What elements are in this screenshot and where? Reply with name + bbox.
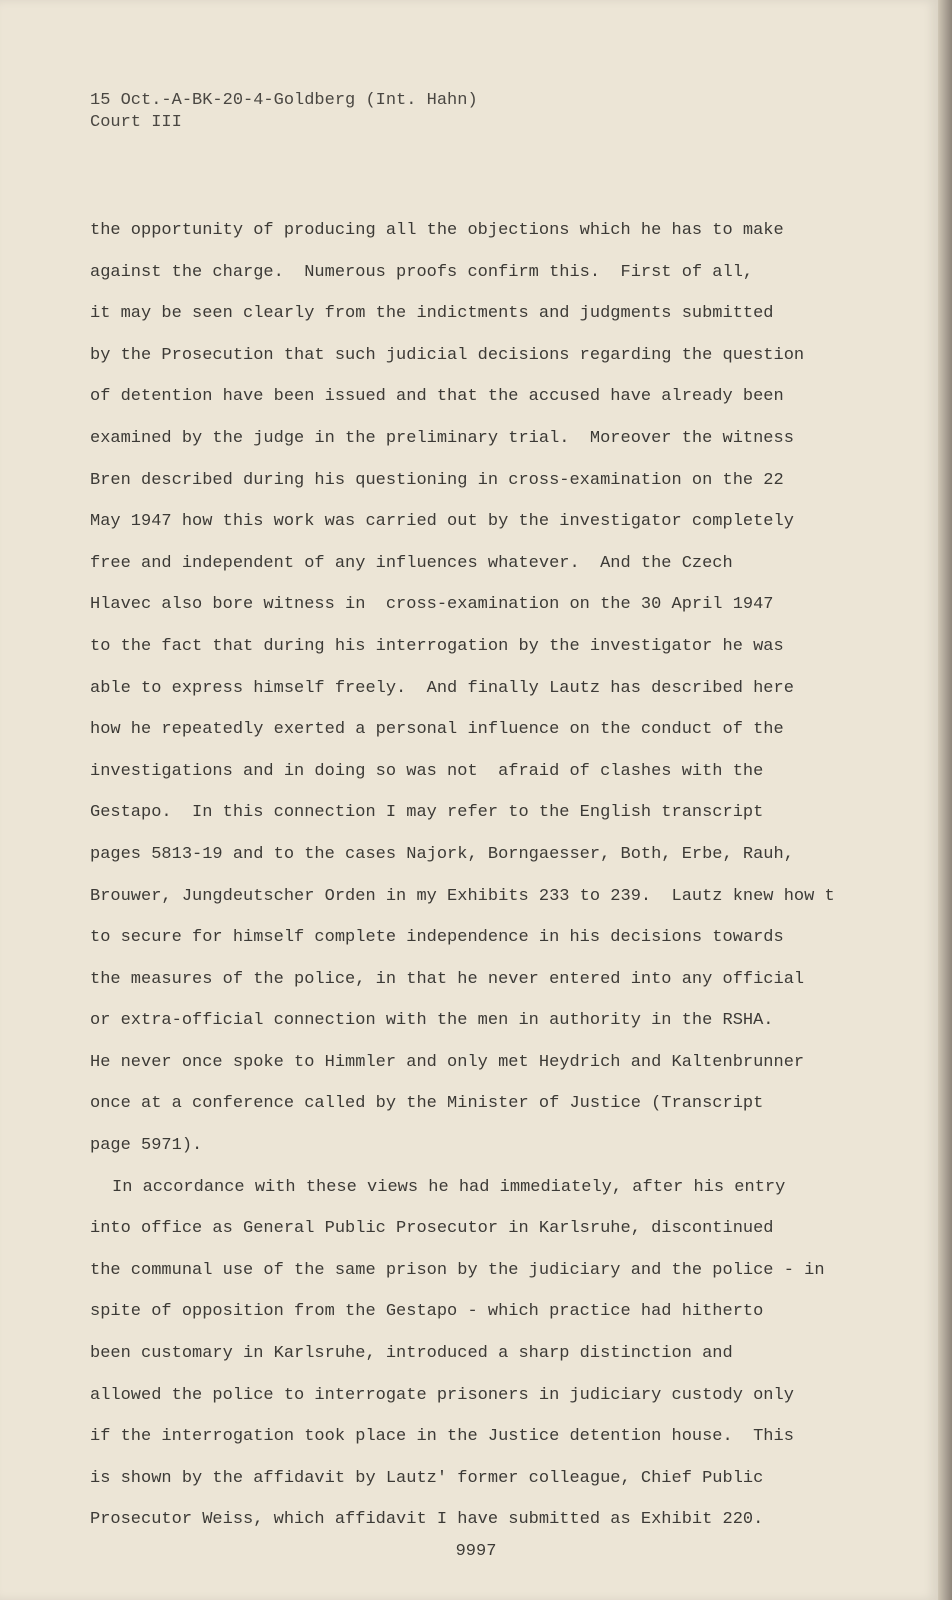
text-line: able to express himself freely. And finally Lautz has described here <box>90 678 794 698</box>
page-number: 9997 <box>455 1542 497 1561</box>
text-line: of detention have been issued and that the accused have already been <box>90 387 784 407</box>
text-line: how he repeatedly exerted a personal influence on the conduct of the <box>90 720 784 740</box>
page-edge-shadow <box>938 0 952 1600</box>
text-line: May 1947 how this work was carried out by the investigator completely <box>90 512 794 532</box>
text-line: investigations and in doing so was not afraid of clashes with the <box>90 761 764 781</box>
text-line: Brouwer, Jungdeutscher Orden in my Exhibits 233 to 239. Lautz knew how t <box>90 886 835 906</box>
text-line: been customary in Karlsruhe, introduced a sharp distinction and <box>90 1344 733 1364</box>
text-line: pages 5813-19 and to the cases Najork, Borngaesser, Both, Erbe, Rauh, <box>90 844 794 864</box>
text-line: against the charge. Numerous proofs confirm this. First of all, <box>90 262 754 282</box>
text-line: page 5971). <box>90 1136 203 1156</box>
text-line: allowed the police to interrogate prisoners in judiciary custody only <box>90 1385 794 1405</box>
text-line: by the Prosecution that such judicial decisions regarding the question <box>90 345 805 365</box>
text-line: it may be seen clearly from the indictments and judgments submitted <box>90 304 774 324</box>
paragraph-start-line: In accordance with these views he had immediately, after his entry <box>112 1177 786 1197</box>
text-line: spite of opposition from the Gestapo - which practice had hitherto <box>90 1302 764 1322</box>
text-line: or extra-official connection with the men in authority in the RSHA. <box>90 1011 774 1031</box>
text-line: into office as General Public Prosecutor in Karlsruhe, discontinued <box>90 1219 774 1239</box>
text-line: examined by the judge in the preliminary trial. Moreover the witness <box>90 428 794 448</box>
text-line: Hlavec also bore witness in cross-examination on the 30 April 1947 <box>90 595 774 615</box>
document-header <box>90 90 478 134</box>
text-line: the measures of the police, in that he never entered into any official <box>90 969 805 989</box>
text-line: the opportunity of producing all the objections which he has to make <box>90 221 784 240</box>
text-line: Bren described during his questioning in cross-examination on the 22 <box>90 470 784 490</box>
text-line: to the fact that during his interrogation by the investigator he was <box>90 636 784 656</box>
text-line: Prosecutor Weiss, which affidavit I have submitted as Exhibit 220. <box>90 1510 764 1530</box>
text-line: the communal use of the same prison by the judiciary and the police - in <box>90 1260 825 1280</box>
transcript-body <box>90 210 835 1541</box>
text-line: free and independent of any influences whatever. And the Czech <box>90 553 733 573</box>
text-line: He never once spoke to Himmler and only met Heydrich and Kaltenbrunner <box>90 1052 805 1072</box>
text-line: to secure for himself complete independence in his decisions towards <box>90 928 784 948</box>
text-line: if the interrogation took place in the Justice detention house. This <box>90 1427 794 1447</box>
header-court-line: Court III <box>90 113 182 132</box>
text-line: once at a conference called by the Minister of Justice (Transcript <box>90 1094 764 1114</box>
header-session-line: 15 Oct.-A-BK-20-4-Goldberg (Int. Hahn) <box>90 91 478 110</box>
text-line: Gestapo. In this connection I may refer to the English transcript <box>90 803 764 823</box>
text-line: is shown by the affidavit by Lautz' former colleague, Chief Public <box>90 1468 764 1488</box>
